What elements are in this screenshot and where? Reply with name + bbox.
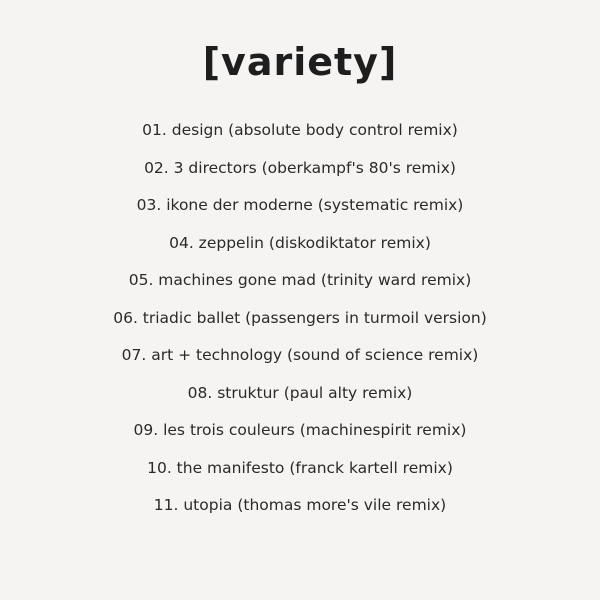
track-02: 02. 3 directors (oberkampf's 80's remix) (144, 158, 456, 177)
track-10: 10. the manifesto (franck kartell remix) (147, 458, 453, 477)
track-07: 07. art + technology (sound of science remix) (121, 346, 479, 364)
album-title: [variety] (202, 40, 398, 84)
track-09: 09. les trois couleurs (machinespirit remix) (133, 421, 467, 439)
track-04: 04. zeppelin (diskodiktator remix) (169, 233, 431, 252)
tracklist (0, 112, 600, 525)
track-11: 11. utopia (thomas more's vile remix) (153, 496, 447, 514)
track-01: 01. design (absolute body control remix) (142, 121, 458, 139)
track-06: 06. triadic ballet (passengers in turmoil version) (113, 308, 487, 327)
track-05: 05. machines gone mad (trinity ward remix) (128, 271, 472, 289)
track-03: 03. ikone der moderne (systematic remix) (136, 196, 464, 214)
track-08: 08. struktur (paul alty remix) (187, 383, 413, 402)
